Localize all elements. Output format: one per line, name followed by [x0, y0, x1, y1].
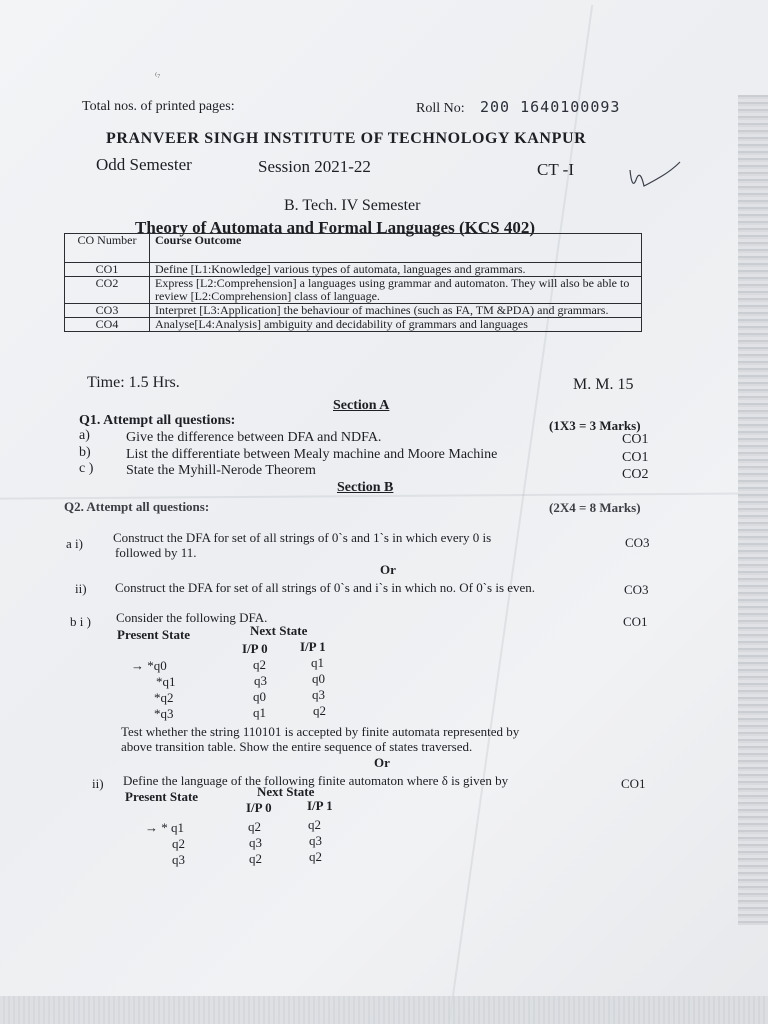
input-1-header: I/P 1 — [300, 639, 326, 654]
co-number: CO1 — [65, 263, 150, 277]
course-outcome-table — [64, 233, 642, 332]
dfa-transition: q2 — [308, 817, 321, 832]
section-b-title: Section B — [337, 480, 394, 495]
dfa-transition: q2 — [313, 703, 326, 718]
table-row — [65, 318, 642, 332]
present-state-header: Present State — [117, 627, 191, 642]
dfa-transition: q3 — [312, 687, 325, 702]
next-state-header: Next State — [257, 784, 315, 799]
institute-name: PRANVEER SINGH INSTITUTE OF TECHNOLOGY KANPUR — [106, 130, 587, 147]
co-description: Define [L1:Knowledge] various types of automata, languages and grammars. — [150, 263, 642, 277]
test-name: CT -I — [537, 160, 574, 179]
table-row — [65, 277, 642, 304]
signature — [622, 150, 682, 195]
dfa-state: → *q0 — [131, 658, 167, 673]
question-text: Consider the following DFA. — [116, 610, 268, 625]
dfa-transition: q2 — [309, 849, 322, 864]
question-text: Define the language of the following finite automaton where δ is given by — [123, 773, 509, 788]
section-b-marks: (2X4 = 8 Marks) — [549, 500, 641, 515]
dfa-transition: q0 — [312, 671, 325, 686]
dfa-state: *q3 — [154, 706, 174, 721]
present-state-header: Present State — [125, 789, 199, 804]
question-text: State the Myhill-Nerode Theorem — [126, 463, 316, 478]
subject-title: Theory of Automata and Formal Languages (KCS 402) — [135, 218, 535, 237]
dfa-transition: q2 — [253, 657, 266, 672]
question-text: Give the difference between DFA and NDFA. — [126, 430, 382, 445]
input-1-header: I/P 1 — [307, 798, 333, 813]
exam-time: Time: 1.5 Hrs. — [87, 374, 180, 391]
roll-label: Roll No: — [416, 101, 465, 116]
printed-pages-label: Total nos. of printed pages: — [82, 99, 235, 114]
co-number-header: CO Number — [65, 234, 150, 263]
next-state-header: Next State — [250, 623, 308, 638]
question-label: b i ) — [70, 614, 91, 629]
question-co: CO3 — [624, 582, 649, 597]
co-number: CO3 — [65, 304, 150, 318]
table-row — [65, 304, 642, 318]
roll-number: 200 1640100093 — [480, 98, 621, 116]
dfa-transition: q0 — [253, 689, 266, 704]
table-header-row — [65, 234, 642, 263]
question-text: followed by 11. — [115, 545, 197, 560]
question-text: above transition table. Show the entire sequence of states traversed. — [121, 739, 473, 754]
section-a-heading: Q1. Attempt all questions: — [79, 413, 236, 428]
program: B. Tech. IV Semester — [284, 197, 421, 214]
dfa-state: q3 — [172, 852, 185, 867]
question-label: a i) — [66, 536, 83, 551]
question-co: CO3 — [625, 535, 650, 550]
or-separator: Or — [374, 755, 390, 770]
section-a-title: Section A — [333, 398, 390, 413]
co-number: CO2 — [65, 277, 150, 304]
dfa-transition: q1 — [253, 705, 266, 720]
section-a-marks: (1X3 = 3 Marks) — [549, 418, 641, 433]
question-co: CO1 — [622, 432, 649, 447]
session: Session 2021-22 — [258, 157, 371, 176]
co-description: Interpret [L3:Application] the behaviour of machines (such as FA, TM &PDA) and grammars. — [150, 304, 642, 318]
dfa-state: q2 — [172, 836, 185, 851]
dfa-state: *q1 — [156, 674, 176, 689]
scan-edge — [738, 95, 768, 925]
input-0-header: I/P 0 — [242, 641, 268, 656]
dfa-transition: q3 — [309, 833, 322, 848]
question-text: List the differentiate between Mealy machine and Moore Machine — [126, 447, 498, 462]
max-marks: M. M. 15 — [573, 376, 634, 393]
question-label: b) — [79, 445, 91, 460]
scan-edge-bottom — [0, 996, 768, 1024]
semester: Odd Semester — [96, 155, 192, 174]
question-label: ii) — [92, 776, 104, 791]
input-0-header: I/P 0 — [246, 800, 272, 815]
dfa-transition: q2 — [249, 851, 262, 866]
co-number: CO4 — [65, 318, 150, 332]
co-description: Express [L2:Comprehension] a languages using grammar and automaton. They will also be able to review [L2:Comprehension] class of language. — [150, 277, 642, 304]
course-outcome-header: Course Outcome — [150, 234, 642, 263]
question-co: CO1 — [622, 450, 649, 465]
dfa-transition: q3 — [254, 673, 267, 688]
question-text: Test whether the string 110101 is accepted by finite automata represented by — [121, 724, 520, 739]
co-description: Analyse[L4:Analysis] ambiguity and decidability of grammars and languages — [150, 318, 642, 332]
dfa-transition: q1 — [311, 655, 324, 670]
dfa-state: → * q1 — [145, 820, 184, 835]
page-mark: ₍₇ — [155, 68, 161, 78]
question-co: CO1 — [621, 776, 646, 791]
dfa-transition: q3 — [249, 835, 262, 850]
question-label: ii) — [75, 581, 87, 596]
or-separator: Or — [380, 562, 396, 577]
table-row — [65, 263, 642, 277]
question-text: Construct the DFA for set of all strings of 0`s and i`s in which no. Of 0`s is even. — [115, 580, 536, 595]
section-b-heading: Q2. Attempt all questions: — [64, 499, 210, 514]
question-co: CO1 — [623, 614, 648, 629]
question-label: a) — [79, 428, 90, 443]
question-label: c ) — [79, 461, 94, 476]
dfa-transition: q2 — [248, 819, 261, 834]
dfa-state: *q2 — [154, 690, 174, 705]
question-text: Construct the DFA for set of all strings of 0`s and 1`s in which every 0 is — [113, 530, 492, 545]
question-co: CO2 — [622, 467, 649, 482]
